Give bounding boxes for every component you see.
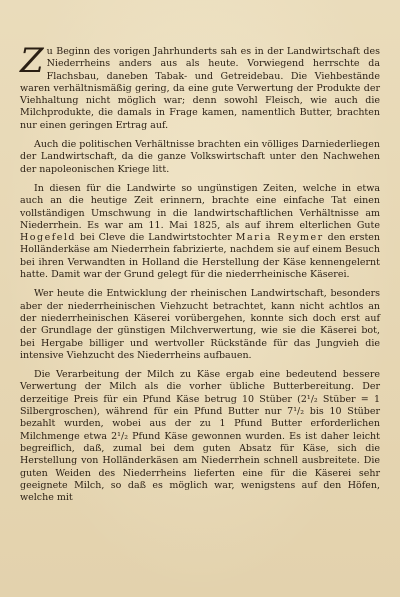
paragraph-3-text-b: bei Cleve die Landwirtstochter: [75, 232, 236, 244]
paragraph-2: Auch die politischen Verhältnisse brachten ein völliges Darniederliegen der Landwirtschaft, da die ganze Volkswirtschaft unter den Nachwehen der napoleonischen Kriege litt.: [20, 139, 380, 175]
paragraph-1-text: u Beginn des vorigen Jahrhunderts sah es in der Landwirtschaft des Niederrheins anders aus als heute. Vorwiegend herrschte da Flachsbau, daneben Tabak- und Getreidebau. Die Viehbestände waren verhältnismäßig gering, da eine gute Verwertung der Produkte der Viehhaltung nicht möglich war; denn sowohl Fleisch, wie auch die Milchprodukte, die damals in Frage kamen, namentlich Butter, brachten nur einen geringen Ertrag auf.: [20, 46, 380, 131]
drop-cap: Z: [20, 41, 44, 81]
paragraph-3-text-a: In diesen für die Landwirte so ungünstigen Zeiten, welche in etwa auch an die heutige Zeit erinnern, brachte eine einfache Tat einen vollständigen Umschwung in die landwirtschaftlichen Verhältnisse am Niederrhein. Es war am 11. Mai 1825, als auf ihrem elterlichen Gute: [20, 182, 380, 231]
place-name-hogefeld: Hogefeld: [20, 232, 76, 244]
paragraph-4: Wer heute die Entwicklung der rheinischen Landwirtschaft, besonders aber der niederrheinischen Viehzucht betrachtet, kann nicht achtlos an der niederrheinischen Käserei vorübergehen, konnte sich doch erst auf der Grundlage der günstigen Milchverwertung, wie sie die Käserei bot, bei Hergabe billiger und wertvoller Rückstände für das Jungvieh die intensive Viehzucht des Niederrheins aufbauen.: [20, 288, 380, 361]
paragraph-5: Die Verarbeitung der Milch zu Käse ergab eine bedeutend bessere Verwertung der Milch als die vorher übliche Butterbereitung. Der derzeitige Preis für ein Pfund Käse betrug 10 Stüber (2¹/₂ Stüber = 1 Silbergroschen), während für ein Pfund Butter nur 7¹/₂ bis 10 Stüber bezahlt wurden, wobei aus der zu 1 Pfund Butter erforderlichen Milchmenge etwa 2¹/₂ Pfund Käse gewonnen wurden. Es ist daher leicht begreiflich, daß, zumal bei dem guten Absatz für Käse, sich die Herstellung von Holländerkäsen am Niederrhein schnell ausbreitete. Die guten Weiden des Niederrheins lieferten eine für die Käserei sehr geeignete Milch, so daß es möglich war, wenigstens auf den Höfen, welche mit: [20, 369, 380, 504]
paragraph-3-text-c: den ersten Holländerkäse am Niederrhein fabrizierte, nachdem sie auf einem Besuch bei ihren Verwandten in Holland die Herstellung der Käse kennengelernt hatte. Damit war der Grund gelegt für die niederrheinische Käserei.: [20, 232, 381, 281]
paragraph-3: [20, 183, 380, 281]
person-name-maria-reymer: Maria Reymer: [235, 232, 324, 244]
paragraph-1: [20, 41, 380, 132]
